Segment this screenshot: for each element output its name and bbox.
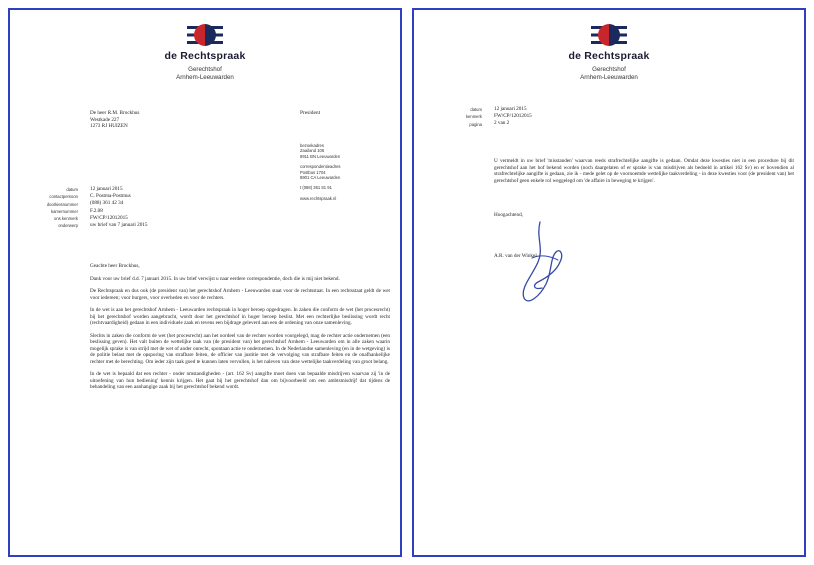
meta-value: C. Postma-Postmus bbox=[90, 193, 131, 200]
meta-label: kamernummer bbox=[51, 208, 78, 214]
meta-value: FW/CP/12012015 bbox=[90, 214, 128, 221]
salutation: Geachte heer Brockhus, bbox=[90, 263, 140, 269]
meta-label: onderwerp bbox=[58, 223, 78, 229]
body-paragraph: In de wet is bepaald dat een rechter - onder omstandigheden - (art. 162 Sv) aangifte moet doen van bepaalde misdrijven waarvan zij 'in de uitoefening van hun bediening' kennis krijgen. Het gaat bij het gerechtshof dan om bijvoorbeeld om een ambtsmisdrijf dat tijdens de behandeling van een aanhangige zaak bij het gerechtshof bekend wordt. bbox=[90, 371, 390, 390]
meta-label: pagina bbox=[469, 121, 482, 127]
meta-label: contactpersoon bbox=[49, 194, 78, 200]
visit-city: 8911 BN Leeuwarden bbox=[300, 153, 341, 159]
letter-body bbox=[494, 158, 794, 190]
meta-value: 2 van 2 bbox=[494, 120, 510, 127]
court-location: Arnhem-Leeuwarden bbox=[176, 74, 234, 81]
meta-label: doorkiesnummer bbox=[46, 201, 78, 207]
meta-value: 12 januari 2015 bbox=[90, 186, 123, 192]
meta-row bbox=[10, 215, 400, 222]
meta-row bbox=[414, 106, 804, 113]
court-name: Gerechtshof bbox=[188, 66, 222, 73]
meta-row bbox=[10, 200, 400, 207]
letter-page-1 bbox=[8, 8, 402, 557]
court-location: Arnhem-Leeuwarden bbox=[580, 74, 638, 81]
meta-row bbox=[414, 120, 804, 127]
closing-phrase: Hoogachtend, bbox=[494, 212, 523, 218]
meta-label: kenmerk bbox=[465, 114, 482, 120]
meta-row bbox=[414, 113, 804, 120]
meta-value: 12 januari 2015 bbox=[494, 106, 527, 112]
meta-value: uw brief van 7 januari 2015 bbox=[90, 221, 148, 228]
postal-box: Postbus 1704 bbox=[300, 169, 326, 175]
letter-metadata bbox=[10, 186, 400, 229]
meta-row bbox=[10, 208, 400, 215]
brand-name: de Rechtspraak bbox=[164, 50, 246, 62]
letter-body bbox=[90, 263, 390, 397]
sender-role: President bbox=[300, 110, 321, 116]
sender-website: www.rechtspraak.nl bbox=[300, 195, 337, 201]
meta-label: datum bbox=[470, 107, 482, 113]
body-paragraph: In de wet is aan het gerechtshof Arnhem - Leeuwarden rechtspraak in hoger beroep opgedragen. In zaken die conform de wet (het procesrecht) bij het gerechtshof worden aangebracht, wordt door het gerechtshof in hoger beroep beslist. Met een rechterlijke beslissing wordt recht (rechtvaardigheid) gedaan in een individuele zaak en tevens een bijdrage geleverd aan een de ordening van onze samenleving. bbox=[90, 307, 390, 326]
meta-label: ons kenmerk bbox=[54, 215, 78, 221]
postal-address-label: correspondentieadres bbox=[300, 164, 341, 170]
rechtspraak-logo bbox=[589, 22, 629, 48]
brand-name: de Rechtspraak bbox=[568, 50, 650, 62]
recipient-street: Westkade 227 bbox=[90, 116, 120, 123]
handwritten-signature bbox=[510, 218, 570, 308]
body-paragraph: U vermeldt in uw brief 'misstanden' waarvan reeds strafrechtelijke aangifte is gedaan. Omdat deze kwesties niet in een procedure bij dit gerechtshof aan het hof bekend worden (noch daargelaten of er sprake is van misdrijven als bedoeld in artikel 162 Sv) en er bovendien al strafrechtelijke aangifte is gedaan, zie ik - mede gelet op de voornoemde wettelijke taakverdeling - in deze kwesties voor (de president van) het gerechtshof geen enkele rol weggelegd om 'de affaire in beweging te krijgen'. bbox=[494, 158, 794, 184]
body-paragraph: Slechts in zaken die conform de wet (het procesrecht) aan het oordeel van de rechter worden voorgelegd, mag de rechter actie ondernemen (een beslissing geven). Het valt buiten de wettelijke taak van (de president van) het gerechtshof Arnhem - Leeuwarden om in alle zaken waarin mogelijk sprake is van strijd met de wet of ander onrecht, spontaan actie te ondernemen. In de Nederlandse samenleving (en in de wetgeving) is de politie belast met de opsporing van strafbare feiten, de officier van justitie met de vervolging van strafbare feiten en de onafhankelijke rechter met de berechting. Om ieder zijn taak goed te kunnen laten vervullen, is het naleven van deze wettelijke taakverdeling van groot belang. bbox=[90, 332, 390, 365]
meta-value: (088) 361 42 34 bbox=[90, 200, 124, 207]
meta-value: FW/CP/12012015 bbox=[494, 113, 532, 120]
signer-name: A.R. van der Winkel bbox=[494, 253, 537, 259]
recipient-address bbox=[90, 110, 139, 130]
court-name: Gerechtshof bbox=[592, 66, 626, 73]
meta-value: F.2.08 bbox=[90, 207, 103, 214]
meta-row bbox=[10, 222, 400, 229]
visit-street: Zaailand 106 bbox=[300, 148, 325, 154]
meta-row bbox=[10, 186, 400, 193]
letter-page-2 bbox=[412, 8, 806, 557]
body-paragraph: Dank voor uw brief d.d. 7 januari 2015. In uw brief verwijst u naar eerdere correspondentie, doch die is mij niet bekend. bbox=[90, 275, 340, 282]
body-paragraph: De Rechtspraak en dus ook (de president van) het gerechtshof Arnhem - Leeuwarden staat voor de rechtsstaat. In een rechtsstaat geldt de wet voor iedereen; voor burgers, voor overheden en voor de rechters. bbox=[90, 288, 390, 301]
meta-label: datum bbox=[66, 187, 78, 193]
recipient-city: 1273 RJ HUIZEN bbox=[90, 123, 128, 129]
sender-phone: t (088) 361 81 91 bbox=[300, 185, 332, 191]
rechtspraak-logo bbox=[185, 22, 225, 48]
letter-metadata bbox=[414, 106, 804, 128]
visit-address-label: bezoekadres bbox=[300, 143, 324, 148]
postal-city: 8901 CA Leeuwarden bbox=[300, 175, 341, 181]
recipient-name: De heer R.M. Brockhus bbox=[90, 110, 140, 116]
meta-row bbox=[10, 193, 400, 200]
